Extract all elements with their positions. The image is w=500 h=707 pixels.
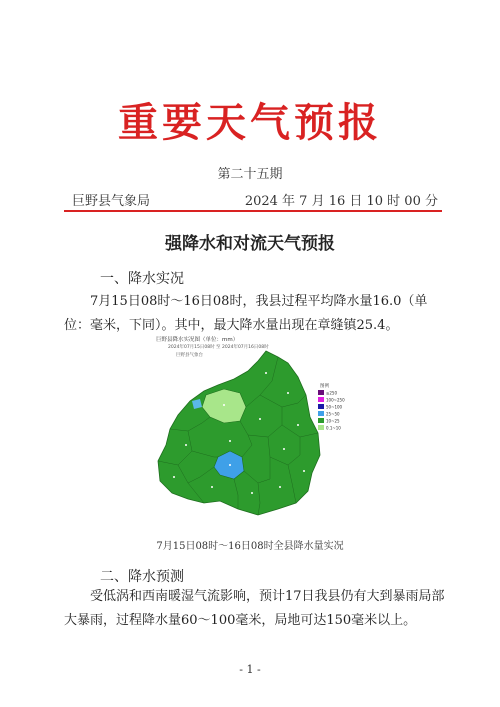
issuer: 巨野县气象局	[72, 194, 151, 209]
legend-label-50-100: 50~100	[326, 404, 343, 410]
section-heading-forecast: 二、降水预测	[100, 569, 184, 585]
page-number: - 1 -	[239, 663, 261, 676]
forecast-text: 受低涡和西南暖湿气流影响，预计17日我县仍有大到暴雨局部大暴雨，过程降水量60～100毫米，局地可达150毫米以上。	[64, 589, 445, 628]
legend-title: 图例	[320, 384, 329, 389]
legend-swatch-25-50	[318, 411, 324, 416]
legend-label-250: ≥250	[326, 390, 337, 396]
map-legend	[318, 382, 345, 431]
map-time: 2024年07月15日08时 至 2024年07月16日08时	[168, 345, 269, 350]
legend-label-25-50: 25~50	[326, 411, 340, 417]
observation-paragraph	[64, 290, 448, 338]
legend-swatch-10-25	[318, 418, 324, 423]
legend-swatch-100-250	[318, 397, 324, 402]
map-agency: 巨野县气象台	[176, 353, 203, 358]
legend-label-10-25: 10~25	[326, 418, 340, 424]
legend-label-0-10: 0.1~10	[326, 425, 341, 431]
observation-text: 7月15日08时～16日08时，我县过程平均降水量16.0（单位：毫米，下同）。其中，最大降水量出现在章缝镇25.4。	[64, 294, 428, 333]
legend-swatch-250	[318, 390, 324, 395]
issue-number: 第二十五期	[217, 167, 283, 182]
header-divider	[64, 210, 442, 212]
precipitation-map-figure	[148, 333, 354, 531]
map-title: 巨野县降水实况图（单位：mm）	[156, 337, 239, 343]
issue-date: 2024 年 7 月 16 日 10 时 00 分	[244, 194, 438, 209]
document-title: 强降水和对流天气预报	[165, 234, 335, 254]
precipitation-map	[148, 333, 354, 531]
legend-swatch-50-100	[318, 404, 324, 409]
county-region	[158, 351, 320, 515]
masthead-title: 重要天气预报	[118, 99, 382, 146]
legend-label-100-250: 100~250	[326, 397, 345, 403]
forecast-paragraph	[64, 585, 450, 633]
section-heading-observation: 一、降水实况	[100, 271, 184, 287]
legend-swatch-0-10	[318, 425, 324, 430]
figure-caption: 7月15日08时～16日08时全县降水量实况	[156, 541, 344, 552]
